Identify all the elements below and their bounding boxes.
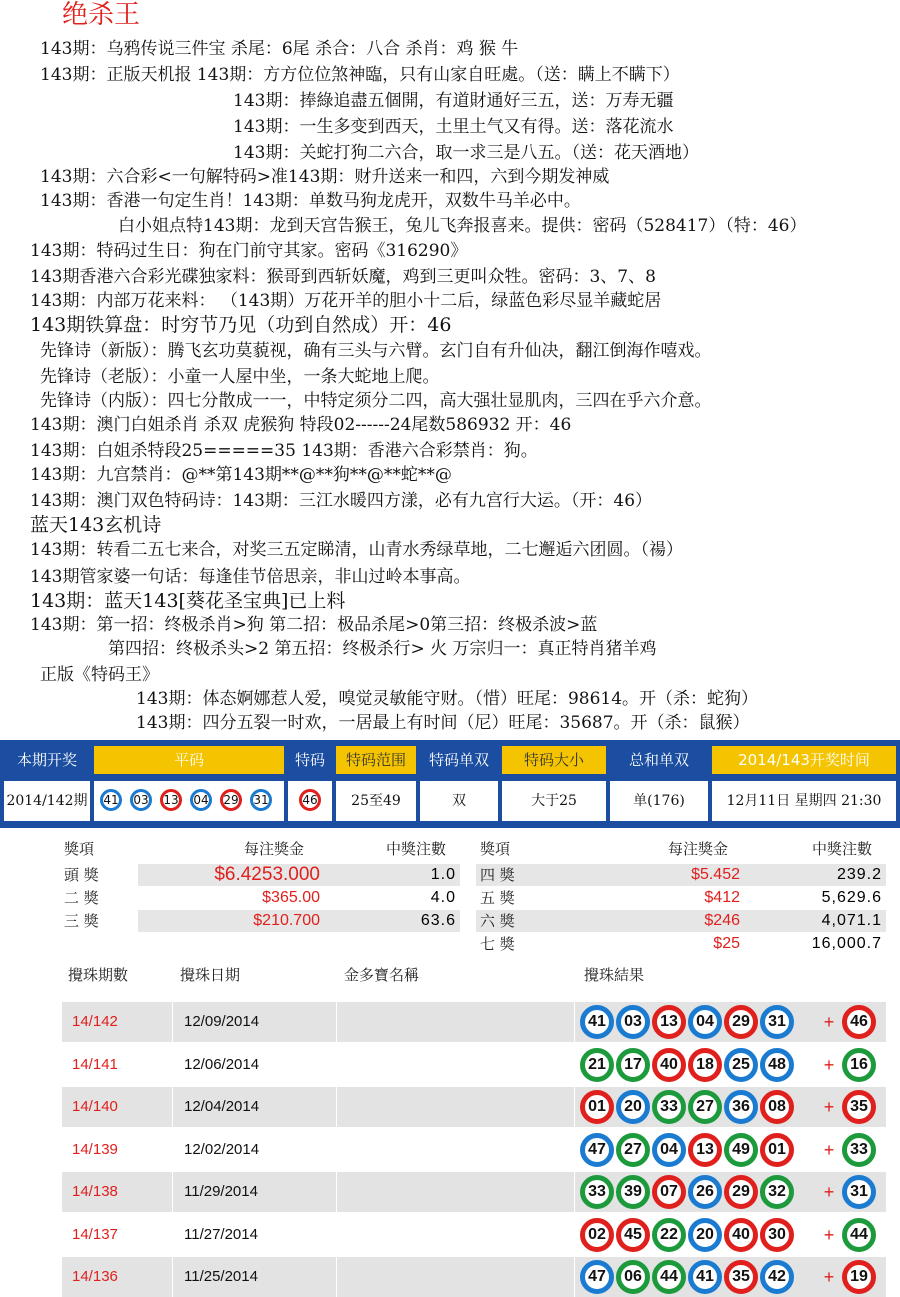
text-line: 第四招：终极杀头>2 第五招：终极杀行> 火 万宗归一：真正特肖猪羊鸡 [108, 639, 657, 659]
column-divider [172, 1002, 173, 1042]
result-special-ball: 44 [842, 1218, 876, 1252]
draw-period: 14/140 [72, 1098, 118, 1115]
result-ball: 25 [724, 1048, 758, 1082]
column-divider [574, 1002, 575, 1042]
text-line: 143期：九宫禁肖：@**第143期**@**狗**@**蛇**@ [30, 465, 452, 485]
prize-amount: $25 [713, 935, 740, 952]
prize-name: 五 獎 [480, 889, 515, 907]
result-ball: 22 [652, 1218, 686, 1252]
draw-date: 12/09/2014 [184, 1013, 260, 1030]
draw-date: 12/04/2014 [184, 1098, 260, 1115]
text-line: 143期：正版天机报 143期：方方位位煞神臨，只有山家自旺處。（送：瞒上不瞒下） [40, 65, 680, 85]
header-label-regular: 平码 [94, 746, 284, 774]
plus-icon: + [823, 1097, 835, 1117]
draw-period: 14/139 [72, 1140, 118, 1158]
result-ball: 01 [760, 1133, 794, 1167]
header-ball: 31 [250, 789, 272, 811]
prize-count: 16,000.7 [811, 935, 882, 952]
result-ball: 04 [652, 1133, 686, 1167]
header-label-sum: 总和单双 [610, 746, 708, 774]
results-head-name: 金多寶名稱 [344, 966, 420, 984]
column-divider [336, 1130, 337, 1170]
table-row [62, 1257, 886, 1297]
result-ball: 47 [580, 1260, 614, 1294]
result-ball: 42 [760, 1260, 794, 1294]
prize-count: 4.0 [430, 889, 456, 906]
result-ball: 29 [724, 1005, 758, 1039]
result-special-ball: 31 [842, 1175, 876, 1209]
result-ball: 26 [688, 1175, 722, 1209]
text-line: 蓝天143玄机诗 [30, 514, 162, 536]
result-ball: 35 [724, 1260, 758, 1294]
header-ball: 03 [130, 789, 152, 811]
text-line: 143期：澳门白姐杀肖 杀双 虎猴狗 特段02------24尾数586932 开：46 [30, 415, 572, 435]
column-divider [172, 1172, 173, 1212]
text-line: 正版《特码王》 [40, 665, 159, 685]
text-line: 先锋诗（新版）：腾飞玄功莫藐视，确有三头与六臂。玄门自有升仙决，翻江倒海作嘻戏。 [40, 341, 712, 361]
column-divider [574, 1087, 575, 1127]
header-odd-even: 双 [420, 781, 498, 821]
text-line: 143期：香港一句定生肖！143期：单数马狗龙虎开，双数牛马羊必中。 [40, 191, 581, 211]
text-line: 143期：澳门双色特码诗：143期：三江水暖四方漾，必有九宫行大运。（开：46） [30, 491, 653, 511]
column-divider [172, 1257, 173, 1297]
plus-icon: + [823, 1224, 835, 1245]
result-special-ball: 35 [842, 1090, 876, 1124]
text-line: 先锋诗（老版）：小童一人屋中坐，一条大蛇地上爬。 [40, 367, 440, 387]
result-ball: 13 [688, 1133, 722, 1167]
prize-name: 二 獎 [64, 889, 99, 907]
prize-amount: $210.700 [253, 912, 320, 929]
plus-icon: + [823, 1054, 835, 1075]
header-ball: 04 [190, 789, 212, 811]
text-line: 143期：体态婀娜惹人爱，嗅觉灵敏能守财。（惜）旺尾：98614。开（杀：蛇狗） [136, 689, 759, 709]
column-divider [336, 1172, 337, 1212]
header-label-range: 特码范围 [336, 746, 416, 774]
column-divider [574, 1257, 575, 1297]
header-sum: 单(176) [610, 781, 708, 821]
header-balls [94, 781, 284, 821]
result-special-ball: 33 [842, 1133, 876, 1167]
header-period: 2014/142期 [4, 781, 90, 821]
result-ball: 40 [652, 1048, 686, 1082]
column-divider [336, 1215, 337, 1255]
draw-period: 14/142 [72, 1013, 118, 1030]
result-special-ball: 46 [842, 1005, 876, 1039]
column-divider [172, 1215, 173, 1255]
draw-date: 12/06/2014 [184, 1055, 260, 1073]
result-ball: 49 [724, 1133, 758, 1167]
result-ball: 45 [616, 1218, 650, 1252]
result-ball: 29 [724, 1175, 758, 1209]
draw-date: 11/29/2014 [184, 1183, 258, 1200]
prize-count: 63.6 [420, 912, 456, 929]
result-ball: 47 [580, 1133, 614, 1167]
prize-name: 頭 獎 [64, 866, 99, 884]
table-row [62, 1130, 886, 1170]
draw-period: 14/137 [72, 1225, 118, 1243]
result-ball: 44 [652, 1260, 686, 1294]
header-draw-time: 12月11日 星期四 21:30 [712, 781, 896, 821]
text-line: 143期：内部万花来料： （143期）万花开羊的胆小十二后，绿蓝色彩尽显羊藏蛇居 [30, 291, 662, 311]
prize-head-name: 獎項 [480, 840, 511, 858]
column-divider [172, 1087, 173, 1127]
text-line: 先锋诗（内版）：四七分散成一一，中特定须分二四，高大强壮显肌肉，三四在乎六介意。 [40, 391, 712, 411]
result-ball: 07 [652, 1175, 686, 1209]
column-divider [336, 1257, 337, 1297]
text-line: 143期香港六合彩光碟独家料：猴哥到西斩妖魔，鸡到三更叫众牲。密码：3、7、8 [30, 267, 656, 287]
text-line: 143期：一生多变到西天，土里土气又有得。送：落花流水 [233, 117, 674, 137]
header-label-special: 特码 [288, 746, 332, 774]
prize-head-count: 中獎注數 [812, 840, 873, 858]
result-ball: 39 [616, 1175, 650, 1209]
result-ball: 18 [688, 1048, 722, 1082]
plus-icon: + [823, 1139, 835, 1160]
result-ball: 17 [616, 1048, 650, 1082]
column-divider [172, 1130, 173, 1170]
result-ball: 08 [760, 1090, 794, 1124]
table-row [62, 1002, 886, 1042]
text-line: 143期管家婆一句话：每逢佳节倍思亲，非山过岭本事高。 [30, 567, 471, 587]
result-ball: 04 [688, 1005, 722, 1039]
result-ball: 27 [616, 1133, 650, 1167]
table-row [62, 1045, 886, 1085]
table-row [62, 1172, 886, 1212]
result-ball: 01 [580, 1090, 614, 1124]
table-row [62, 1215, 886, 1255]
prize-head-count: 中獎注數 [386, 840, 447, 858]
prize-amount: $6.4253.000 [214, 864, 320, 885]
prize-count: 1.0 [430, 866, 456, 883]
result-ball: 41 [580, 1005, 614, 1039]
prize-count: 5,629.6 [821, 889, 882, 906]
column-divider [574, 1215, 575, 1255]
prize-count: 239.2 [836, 866, 882, 883]
prize-amount: $365.00 [262, 889, 320, 906]
prize-name: 四 獎 [480, 866, 515, 884]
result-ball: 36 [724, 1090, 758, 1124]
column-divider [336, 1087, 337, 1127]
result-special-ball: 19 [842, 1260, 876, 1294]
column-divider [336, 1002, 337, 1042]
text-line: 143期：蓝天143[葵花圣宝典]已上料 [30, 590, 346, 612]
text-line: 143期铁算盘：时穷节乃见（功到自然成）开：46 [30, 314, 452, 336]
header-range: 25至49 [336, 781, 416, 821]
text-line: 143期：特码过生日：狗在门前守其家。密码《316290》 [30, 241, 468, 261]
result-ball: 30 [760, 1218, 794, 1252]
header-label-odd-even: 特码单双 [420, 746, 498, 774]
result-ball: 20 [616, 1090, 650, 1124]
prize-count: 4,071.1 [821, 912, 882, 929]
prize-amount: $246 [704, 912, 740, 929]
column-divider [574, 1130, 575, 1170]
header-special-ball-cell [288, 781, 332, 821]
result-ball: 33 [652, 1090, 686, 1124]
header-label-time: 2014/143开奖时间 [712, 746, 896, 774]
text-line: 143期：捧綠追盡五個開，有道財通好三五，送：万寿无疆 [233, 91, 674, 111]
draw-date: 12/02/2014 [184, 1140, 260, 1158]
prize-name: 七 獎 [480, 935, 515, 953]
result-ball: 48 [760, 1048, 794, 1082]
results-head-date: 攪珠日期 [180, 966, 241, 984]
text-line: 143期：第一招：终极杀肖>狗 第二招：极品杀尾>0第三招：终极杀波>蓝 [30, 615, 598, 635]
result-ball: 40 [724, 1218, 758, 1252]
header-label-size: 特码大小 [502, 746, 606, 774]
result-ball: 31 [760, 1005, 794, 1039]
result-ball: 13 [652, 1005, 686, 1039]
prize-name: 六 獎 [480, 912, 515, 930]
text-line: 143期：转看二五七来合，对奖三五定睇清，山青水秀绿草地，二七邂逅六团圆。（禓） [30, 540, 683, 560]
text-line: 143期：四分五裂一时欢，一居最上有时间（尼）旺尾：35687。开（杀：鼠猴） [136, 713, 750, 733]
page-title: 绝杀王 [62, 0, 141, 30]
plus-icon: + [823, 1182, 835, 1202]
draw-period: 14/136 [72, 1268, 118, 1285]
draw-header-table [0, 740, 900, 828]
column-divider [574, 1045, 575, 1085]
text-line: 143期：关蛇打狗二六合，取一求三是八五。（送：花天酒地） [233, 143, 699, 163]
header-ball: 29 [220, 789, 242, 811]
text-line: 143期：六合彩<一句解特码>准143期：财升送来一和四，六到今期发神威 [40, 167, 610, 187]
column-divider [574, 1172, 575, 1212]
result-ball: 02 [580, 1218, 614, 1252]
result-ball: 03 [616, 1005, 650, 1039]
text-line: 143期：白姐杀特段25=====35 143期：香港六合彩禁肖：狗。 [30, 441, 538, 461]
draw-date: 11/27/2014 [184, 1225, 258, 1243]
draw-period: 14/141 [72, 1055, 118, 1073]
result-ball: 06 [616, 1260, 650, 1294]
text-line: 143期：乌鸦传说三件宝 杀尾：6尾 杀合：八合 杀肖：鸡 猴 牛 [40, 39, 519, 59]
header-special-ball: 46 [299, 789, 321, 811]
column-divider [336, 1045, 337, 1085]
result-ball: 41 [688, 1260, 722, 1294]
draw-date: 11/25/2014 [184, 1268, 258, 1285]
header-ball: 13 [160, 789, 182, 811]
result-ball: 27 [688, 1090, 722, 1124]
draw-period: 14/138 [72, 1183, 118, 1200]
result-ball: 21 [580, 1048, 614, 1082]
prize-head-amount: 每注獎金 [244, 840, 305, 858]
result-special-ball: 16 [842, 1048, 876, 1082]
result-ball: 32 [760, 1175, 794, 1209]
header-label-period: 本期开奖 [4, 746, 90, 774]
prize-amount: $412 [704, 889, 740, 906]
result-ball: 33 [580, 1175, 614, 1209]
prize-head-amount: 每注獎金 [668, 840, 729, 858]
header-size: 大于25 [502, 781, 606, 821]
results-head-period: 攪珠期數 [68, 966, 129, 984]
plus-icon: + [823, 1267, 835, 1287]
table-row [62, 1087, 886, 1127]
result-ball: 20 [688, 1218, 722, 1252]
plus-icon: + [823, 1012, 835, 1032]
prize-head-name: 獎項 [64, 840, 95, 858]
text-line: 白小姐点特143期：龙到天宫告猴王，兔儿飞奔报喜来。提供：密码（528417）（特：46） [118, 216, 807, 236]
results-head-result: 攪珠結果 [584, 966, 645, 984]
prize-amount: $5.452 [691, 866, 740, 883]
header-ball: 41 [100, 789, 122, 811]
prize-name: 三 獎 [64, 912, 99, 930]
column-divider [172, 1045, 173, 1085]
